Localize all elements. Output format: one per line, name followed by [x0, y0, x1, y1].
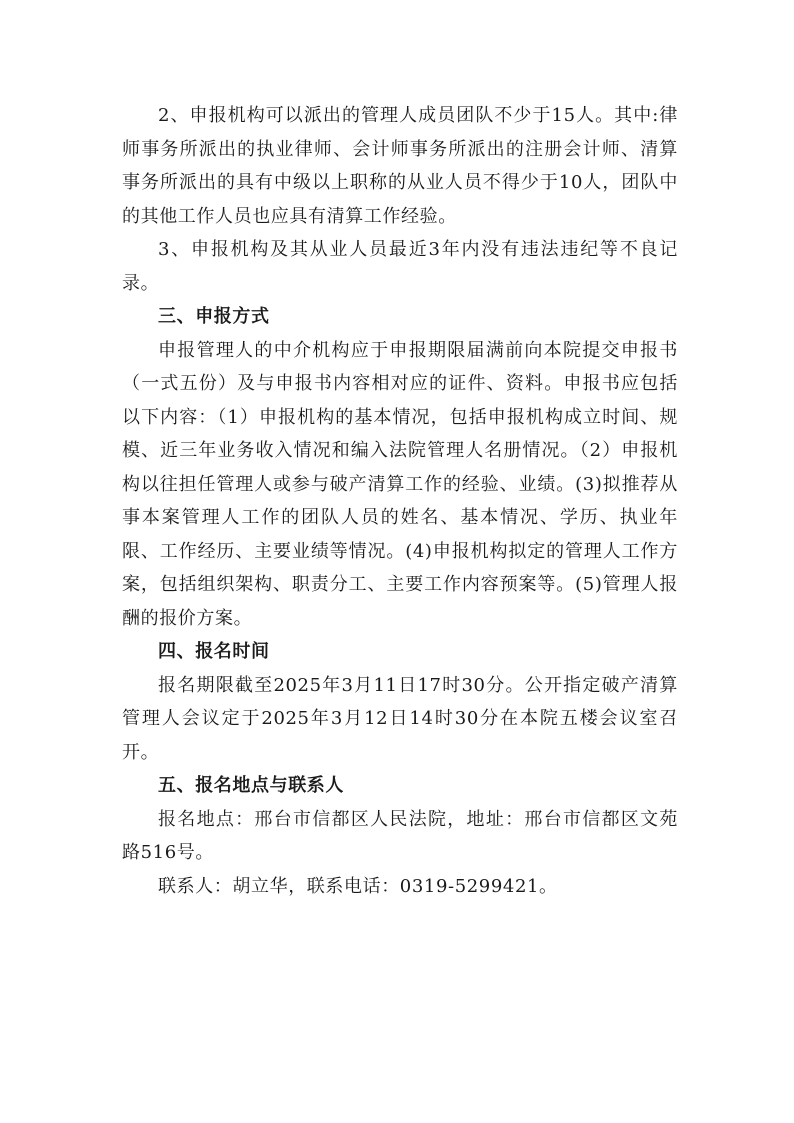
- paragraph-team-requirement: 2、申报机构可以派出的管理人成员团队不少于15人。其中:律师事务所派出的执业律师、会计师事务所派出的注册会计师、清算事务所派出的具有中级以上职称的从业人员不得少于10人，团队中的其他工作人员也应具有清算工作经验。: [122, 105, 678, 227]
- section-heading-application-method: 三、申报方式: [158, 306, 270, 327]
- paragraph-registration-address: 报名地点：邢台市信都区人民法院，地址：邢台市信都区文苑路516号。: [122, 808, 678, 863]
- paragraph-record-requirement: 3、申报机构及其从业人员最近3年内没有违法违纪等不良记录。: [122, 239, 678, 294]
- paragraph-registration-time: 报名期限截至2025年3月11日17时30分。公开指定破产清算管理人会议定于2025年3月12日14时30分在本院五楼会议室召开。: [122, 674, 678, 763]
- document-body: [122, 99, 678, 903]
- paragraph-contact-person: 联系人：胡立华，联系电话：0319-5299421。: [158, 875, 558, 897]
- section-heading-location-contact: 五、报名地点与联系人: [158, 775, 344, 796]
- paragraph-application-method: 申报管理人的中介机构应于申报期限届满前向本院提交申报书（一式五份）及与申报书内容相对应的证件、资料。申报书应包括以下内容：（1）申报机构的基本情况，包括申报机构成立时间、规模、近三年业务收入情况和编入法院管理人名册情况。（2）申报机构以往担任管理人或参与破产清算工作的经验、业绩。(3)拟推荐从事本案管理人工作的团队人员的姓名、基本情况、学历、执业年限、工作经历、主要业绩等情况。(4)申报机构拟定的管理人工作方案，包括组织架构、职责分工、主要工作内容预案等。(5)管理人报酬的报价方案。: [122, 339, 679, 629]
- section-heading-registration-time: 四、报名时间: [158, 641, 270, 662]
